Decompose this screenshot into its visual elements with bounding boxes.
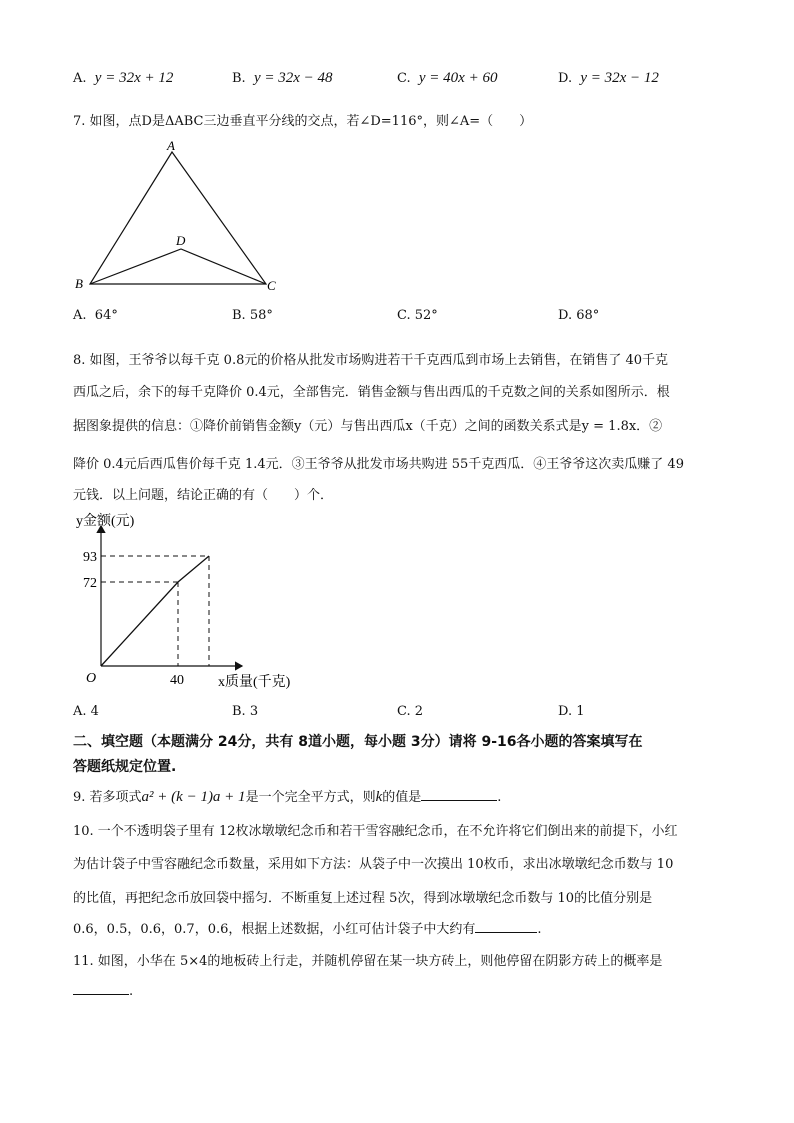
q6-option-c-formula: y = 40x + 60	[418, 70, 498, 86]
vertex-label-a: A	[167, 138, 175, 153]
q7-option-d: D. 68°	[558, 308, 600, 323]
vertex-label-d: D	[176, 233, 186, 248]
q6-option-b-formula: y = 32x − 48	[253, 70, 333, 86]
q7-option-c: C. 52°	[397, 308, 438, 323]
q7-text: 7. 如图，点D是ΔABC三边垂直平分线的交点，若∠D=116°，则∠A=（ ）	[73, 114, 533, 129]
q9: 9. 若多项式a² + (k − 1)a + 1是一个完全平方式，则k的值是 .	[73, 786, 501, 806]
q6-option-d-formula: y = 32x − 12	[580, 70, 659, 86]
q6-option-a: A. y = 32x + 12	[73, 70, 174, 86]
q6-option-a-formula: y = 32x + 12	[94, 70, 174, 86]
q8-option-c: C. 2	[397, 704, 424, 719]
vertex-label-c: C	[267, 278, 276, 293]
q10-answer-blank[interactable]	[475, 918, 537, 933]
q10-line-3: 的比值，再把纪念币放回袋中摇匀．不断重复上述过程 5次，得到冰墩墩纪念币数与 10的比值分别是	[73, 891, 653, 906]
vertex-label-b: B	[75, 276, 83, 291]
q8-option-a: A. 4	[73, 704, 99, 719]
q8-line-1: 8. 如图，王爷爷以每千克 0.8元的价格从批发市场购进若干千克西瓜到市场上去销售，在销售了 40千克	[73, 353, 669, 368]
q8-sales-graph	[70, 508, 310, 693]
sales-line	[101, 556, 209, 666]
q8-line-2: 西瓜之后，余下的每千克降价 0.4元，全部售完．销售金额与售出西瓜的千克数之间的关系如图所示．根	[73, 385, 670, 400]
x-axis-label: x质量(千克)	[218, 675, 291, 690]
x-tick-40: 40	[170, 673, 184, 688]
y-tick-72: 72	[83, 576, 97, 591]
q9-answer-blank[interactable]	[421, 786, 497, 801]
q10-line-4: 0.6，0.5，0.6，0.7，0.6，根据上述数据，小红可估计袋子中大约有 .	[73, 918, 542, 937]
q8-line-3: 据图象提供的信息：①降价前销售金额y（元）与售出西瓜x（千克）之间的函数关系式是y = 1.8x．②	[73, 419, 663, 434]
origin-label: O	[86, 671, 97, 686]
q10-line-1: 10. 一个不透明袋子里有 12枚冰墩墩纪念币和若干雪容融纪念币，在不允许将它们倒出来的前提下，小红	[73, 824, 678, 839]
q6-option-b: B. y = 32x − 48	[232, 70, 333, 86]
q7-option-a: A. 64°	[73, 308, 118, 323]
segments-bd-dc	[90, 249, 266, 284]
section2-heading-line-2: 答题纸规定位置.	[73, 759, 177, 775]
triangle-abc	[90, 152, 266, 284]
section2-heading-line-1: 二、填空题（本题满分 24分，共有 8道小题，每小题 3分）请将 9-16各小题的答案填写在	[73, 734, 643, 750]
q8-line-4: 降价 0.4元后西瓜售价每千克 1.4元．③王爷爷从批发市场共购进 55千克西瓜．④王爷爷这次卖瓜赚了 49	[73, 457, 684, 472]
q6-option-d: D. y = 32x − 12	[558, 70, 659, 86]
q8-line-5: 元钱．以上问题，结论正确的有（ ）个．	[73, 488, 334, 503]
q10-line-2: 为估计袋子中雪容融纪念币数量，采用如下方法：从袋子中一次摸出 10枚币，求出冰墩墩纪念币数与 10	[73, 857, 674, 872]
q11-line-2: .	[73, 980, 133, 999]
q11-answer-blank[interactable]	[73, 980, 129, 995]
y-axis-label: y金额(元)	[76, 514, 135, 529]
q6-option-c: C. y = 40x + 60	[397, 70, 498, 86]
q8-option-b: B. 3	[232, 704, 259, 719]
q7-triangle-figure	[70, 138, 290, 298]
q9-polynomial: a² + (k − 1)a + 1	[141, 789, 246, 805]
q7-option-b: B. 58°	[232, 308, 273, 323]
q9-var-k: k	[375, 789, 383, 805]
y-tick-93: 93	[83, 550, 97, 565]
q11-line-1: 11. 如图，小华在 5×4的地板砖上行走，并随机停留在某一块方砖上，则他停留在阴影方砖上的概率是	[73, 954, 663, 969]
q8-option-d: D. 1	[558, 704, 585, 719]
